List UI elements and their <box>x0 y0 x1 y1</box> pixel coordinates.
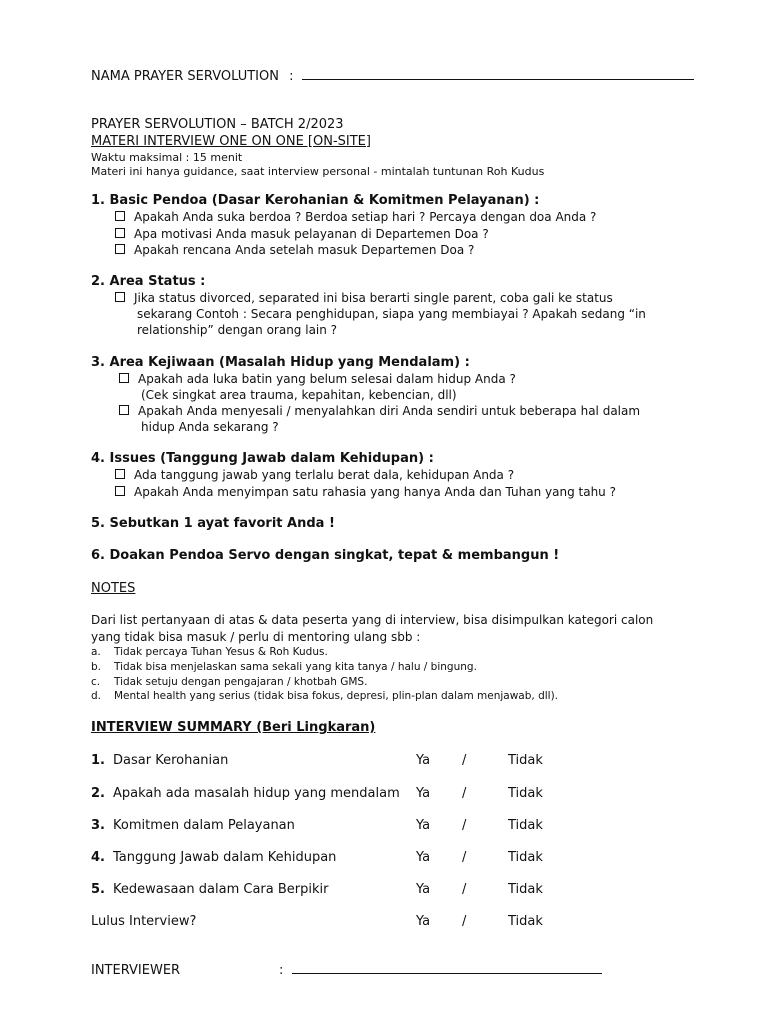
section-2-title: 2. Area Status : <box>91 274 206 289</box>
summary-option-tidak[interactable]: Tidak <box>508 882 543 897</box>
question-item: Ada tanggung jawab yang terlalu berat dala, kehidupan Anda ? <box>115 468 514 482</box>
materi-title: MATERI INTERVIEW ONE ON ONE [ON-SITE] <box>91 134 371 149</box>
notes-item: c. Tidak setuju dengan pengajaran / khotbah GMS. <box>91 676 368 688</box>
guidance-note: Materi ini hanya guidance, saat interview personal - mintalah tuntunan Roh Kudus <box>91 165 545 178</box>
interviewer-label: INTERVIEWER <box>91 963 181 978</box>
question-item: Apakah rencana Anda setelah masuk Departemen Doa ? <box>115 243 474 257</box>
interviewer-colon: : <box>279 963 284 978</box>
question-item: Apakah Anda menyimpan satu rahasia yang hanya Anda dan Tuhan yang tahu ? <box>115 485 616 499</box>
question-continuation: sekarang Contoh : Secara penghidupan, siapa yang membiayai ? Apakah sedang “in <box>137 307 646 321</box>
summary-row: 4. Tanggung Jawab dalam Kehidupan <box>91 850 337 865</box>
notes-intro-line-1: Dari list pertanyaan di atas & data peserta yang di interview, bisa disimpulkan kategori calon <box>91 613 654 627</box>
summary-row: 2. Apakah ada masalah hidup yang mendalam <box>91 786 400 801</box>
question-item: Apakah Anda suka berdoa ? Berdoa setiap hari ? Percaya dengan doa Anda ? <box>115 210 596 224</box>
summary-row: 3. Komitmen dalam Pelayanan <box>91 818 295 833</box>
checkbox[interactable] <box>115 292 125 302</box>
interviewer-field-row <box>279 963 602 978</box>
summary-slash: / <box>462 882 467 897</box>
summary-option-tidak[interactable]: Tidak <box>508 914 543 929</box>
summary-option-ya[interactable]: Ya <box>416 914 431 929</box>
batch-title: PRAYER SERVOLUTION – BATCH 2/2023 <box>91 117 344 132</box>
summary-option-tidak[interactable]: Tidak <box>508 818 543 833</box>
name-label: NAMA PRAYER SERVOLUTION <box>91 69 279 84</box>
notes-intro-line-2: yang tidak bisa masuk / perlu di mentoring ulang sbb : <box>91 630 421 644</box>
section-3-title: 3. Area Kejiwaan (Masalah Hidup yang Mendalam) : <box>91 355 470 370</box>
summary-option-ya[interactable]: Ya <box>416 818 431 833</box>
summary-option-tidak[interactable]: Tidak <box>508 786 543 801</box>
section-5-title: 5. Sebutkan 1 ayat favorit Anda ! <box>91 516 335 531</box>
notes-item: d. Mental health yang serius (tidak bisa fokus, depresi, plin-plan dalam menjawab, dll). <box>91 690 558 702</box>
section-4-title: 4. Issues (Tanggung Jawab dalam Kehidupan) : <box>91 451 434 466</box>
question-item: Jika status divorced, separated ini bisa berarti single parent, coba gali ke status <box>115 291 613 305</box>
summary-slash: / <box>462 850 467 865</box>
summary-slash: / <box>462 818 467 833</box>
notes-item: a. Tidak percaya Tuhan Yesus & Roh Kudus. <box>91 646 328 658</box>
name-colon: : <box>289 69 294 84</box>
summary-slash: / <box>462 786 467 801</box>
question-item: Apakah ada luka batin yang belum selesai dalam hidup Anda ? <box>119 372 516 386</box>
summary-row-lulus: Lulus Interview? <box>91 914 197 929</box>
summary-slash: / <box>462 753 467 768</box>
checkbox[interactable] <box>115 486 125 496</box>
section-1-title: 1. Basic Pendoa (Dasar Kerohanian & Komitmen Pelayanan) : <box>91 193 540 208</box>
checkbox[interactable] <box>119 405 129 415</box>
summary-row: 5. Kedewasaan dalam Cara Berpikir <box>91 882 329 897</box>
checkbox[interactable] <box>115 244 125 254</box>
question-item: Apa motivasi Anda masuk pelayanan di Departemen Doa ? <box>115 227 489 241</box>
interviewer-input-line[interactable] <box>292 973 602 974</box>
summary-option-ya[interactable]: Ya <box>416 882 431 897</box>
summary-option-tidak[interactable]: Tidak <box>508 850 543 865</box>
checkbox[interactable] <box>115 469 125 479</box>
checkbox[interactable] <box>115 228 125 238</box>
summary-heading: INTERVIEW SUMMARY (Beri Lingkaran) <box>91 720 376 735</box>
question-item: Apakah Anda menyesali / menyalahkan diri Anda sendiri untuk beberapa hal dalam <box>119 404 640 418</box>
section-6-title: 6. Doakan Pendoa Servo dengan singkat, tepat & membangun ! <box>91 548 560 563</box>
name-field-row <box>91 69 694 84</box>
summary-option-ya[interactable]: Ya <box>416 753 431 768</box>
summary-row: 1. Dasar Kerohanian <box>91 753 229 768</box>
summary-slash: / <box>462 914 467 929</box>
notes-heading: NOTES <box>91 581 136 596</box>
question-continuation: (Cek singkat area trauma, kepahitan, kebencian, dll) <box>141 388 457 402</box>
summary-option-ya[interactable]: Ya <box>416 850 431 865</box>
checkbox[interactable] <box>119 373 129 383</box>
checkbox[interactable] <box>115 211 125 221</box>
notes-item: b. Tidak bisa menjelaskan sama sekali yang kita tanya / halu / bingung. <box>91 661 477 673</box>
question-continuation: hidup Anda sekarang ? <box>141 420 279 434</box>
waktu-text: Waktu maksimal : 15 menit <box>91 151 243 164</box>
summary-option-ya[interactable]: Ya <box>416 786 431 801</box>
name-input-line[interactable] <box>302 79 694 80</box>
summary-option-tidak[interactable]: Tidak <box>508 753 543 768</box>
question-continuation: relationship” dengan orang lain ? <box>137 323 338 337</box>
